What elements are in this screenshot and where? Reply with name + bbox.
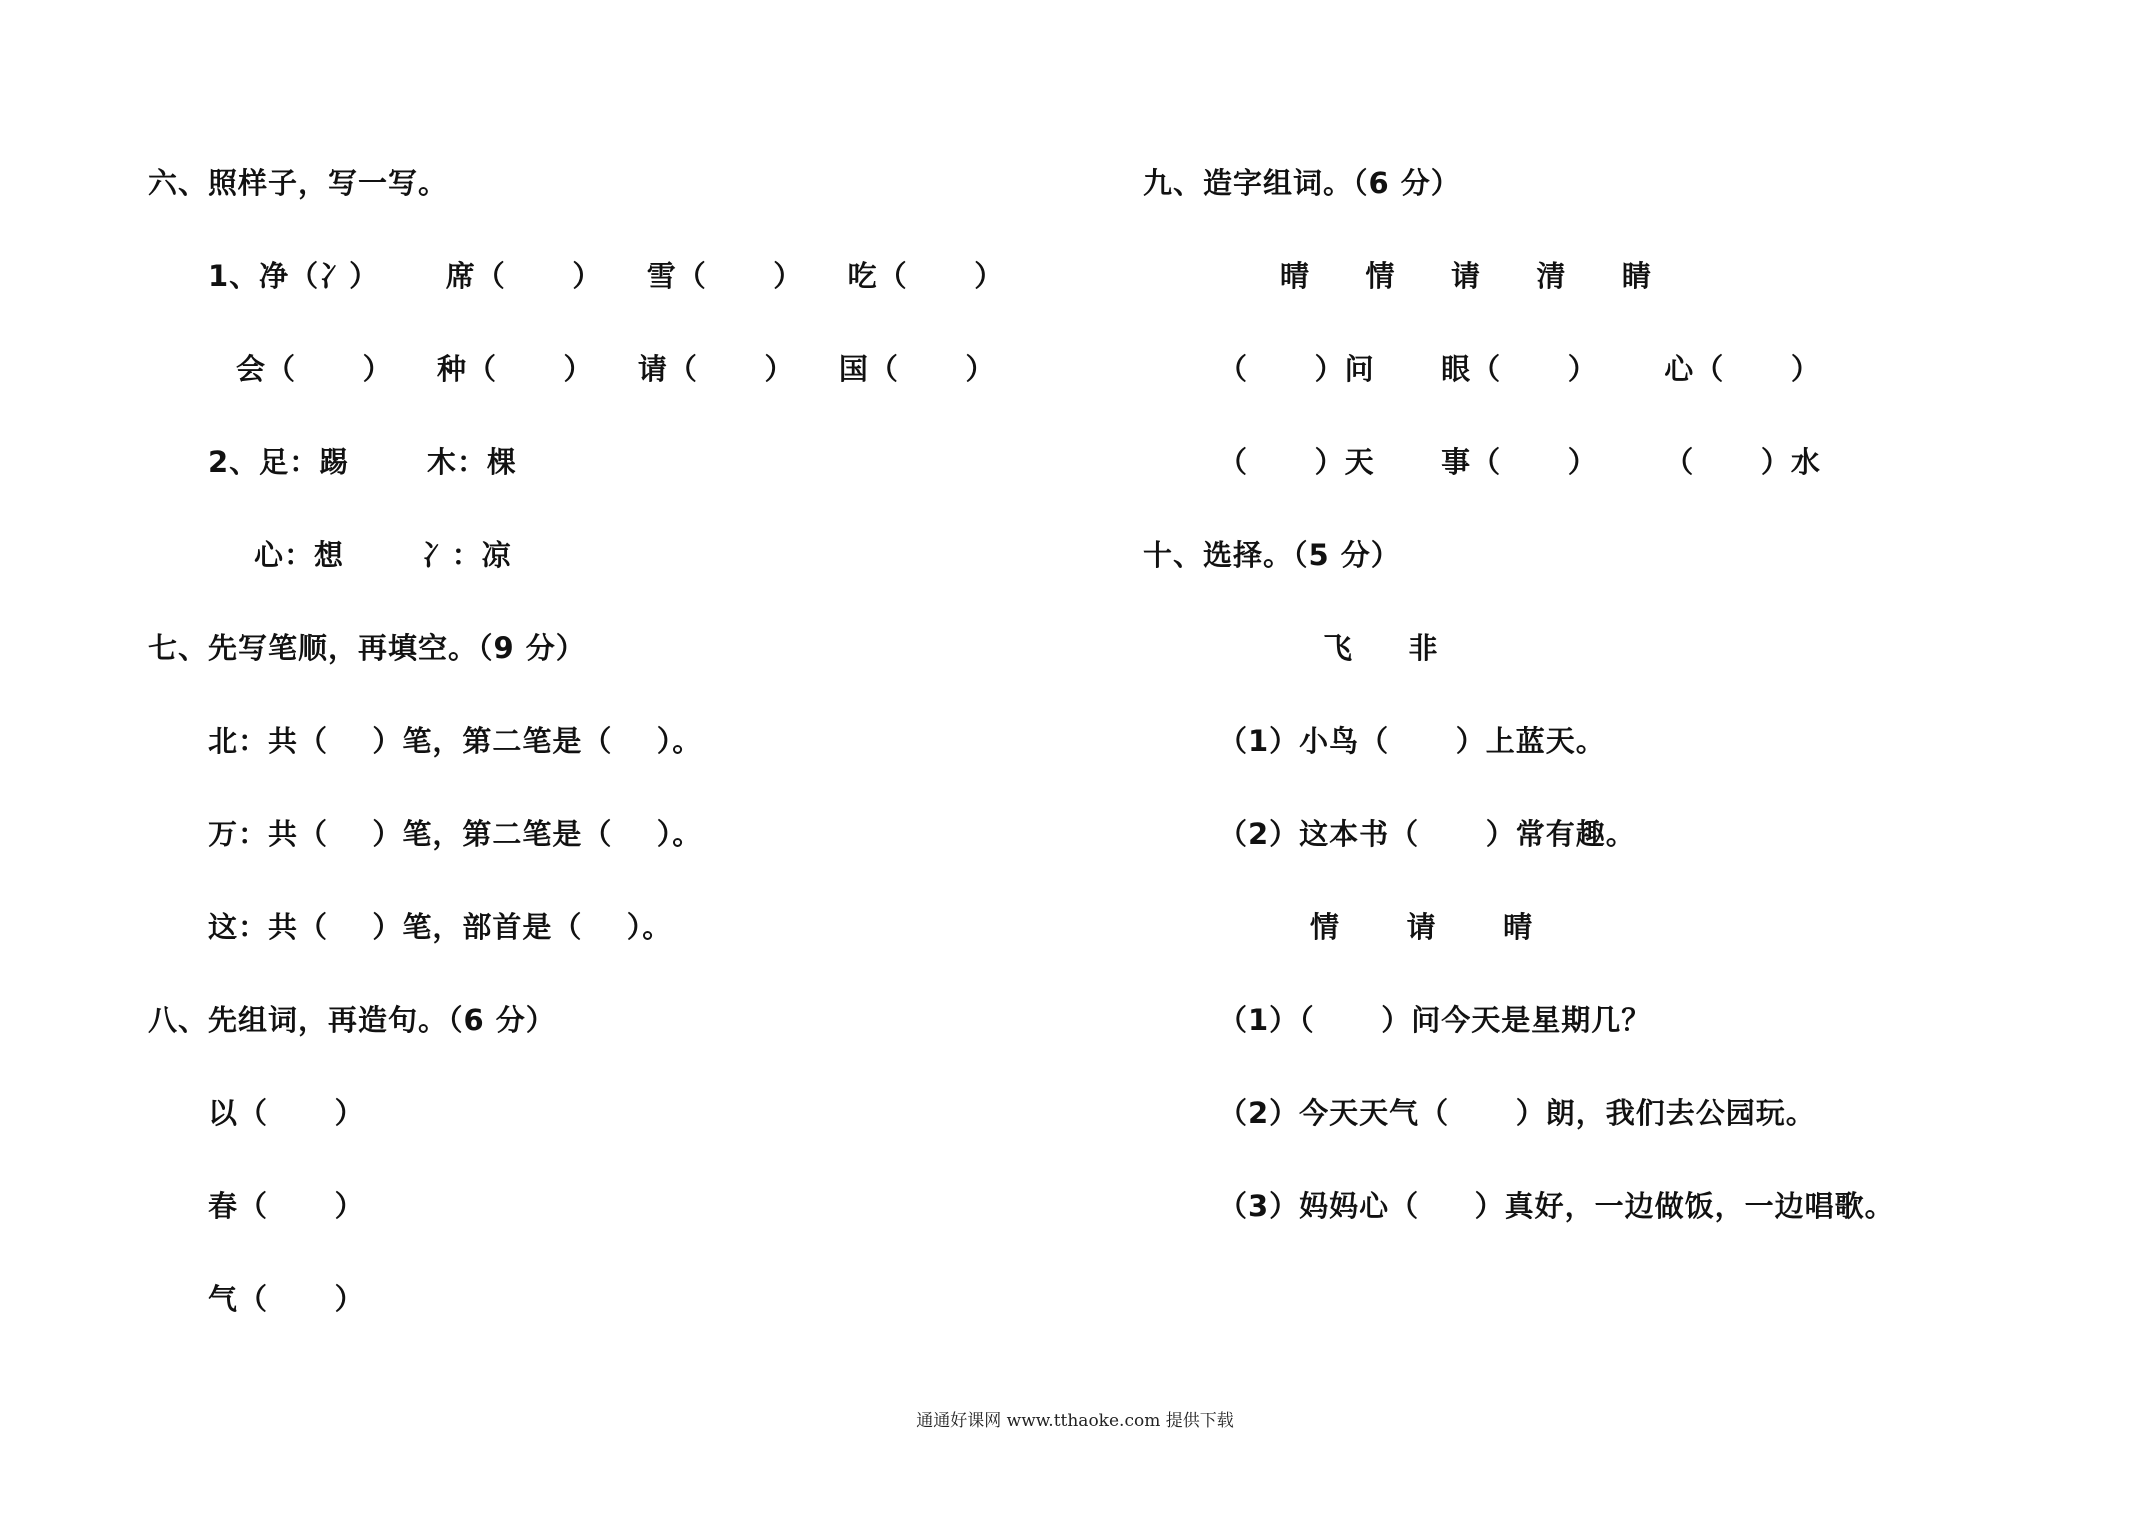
exercise-line: （3）妈妈心（ ）真好，一边做饭，一边唱歌。: [1218, 1189, 1895, 1223]
exercise-line: （ ）问 眼（ ） 心（ ）: [1218, 352, 1821, 386]
exercise-line: （1）小鸟（ ）上蓝天。: [1218, 724, 1606, 758]
exercise-line: 以（ ）: [208, 1096, 365, 1130]
section-8-title: 八、先组词，再造句。（6 分）: [148, 1003, 556, 1037]
exercise-line: 会（ ） 种（ ） 请（ ） 国（ ）: [236, 352, 996, 386]
exercise-line: 这：共（ ）笔，部首是（ ）。: [208, 910, 673, 944]
exercise-line: 1、净（冫） 席（ ） 雪（ ） 吃（ ）: [208, 259, 1005, 293]
exercise-line: 心：想 冫：凉: [254, 538, 512, 572]
page-footer: 通通好课网 www.tthaoke.com 提供下载: [916, 1411, 1234, 1431]
exercise-line: 情 请 晴: [1310, 910, 1534, 944]
exercise-line: 万：共（ ）笔，第二笔是（ ）。: [208, 817, 703, 851]
exercise-line: 飞 非: [1323, 631, 1439, 665]
exercise-line: 晴 情 请 清 睛: [1280, 259, 1652, 293]
exercise-line: 气（ ）: [208, 1282, 365, 1316]
exercise-line: （2）今天天气（ ）朗，我们去公园玩。: [1218, 1096, 1816, 1130]
section-10-title: 十、选择。（5 分）: [1143, 538, 1401, 572]
exercise-line: 春（ ）: [208, 1189, 365, 1223]
section-7-title: 七、先写笔顺，再填空。（9 分）: [148, 631, 586, 665]
exercise-line: （1）（ ）问今天是星期几？: [1218, 1003, 1652, 1037]
section-9-title: 九、造字组词。（6 分）: [1143, 166, 1461, 200]
exercise-line: （ ）天 事（ ） （ ）水: [1218, 445, 1821, 479]
exercise-line: 2、足：踢 木：棵: [208, 445, 517, 479]
exercise-line: （2）这本书（ ）常有趣。: [1218, 817, 1636, 851]
section-6-title: 六、照样子，写一写。: [148, 166, 449, 200]
exercise-line: 北：共（ ）笔，第二笔是（ ）。: [208, 724, 703, 758]
